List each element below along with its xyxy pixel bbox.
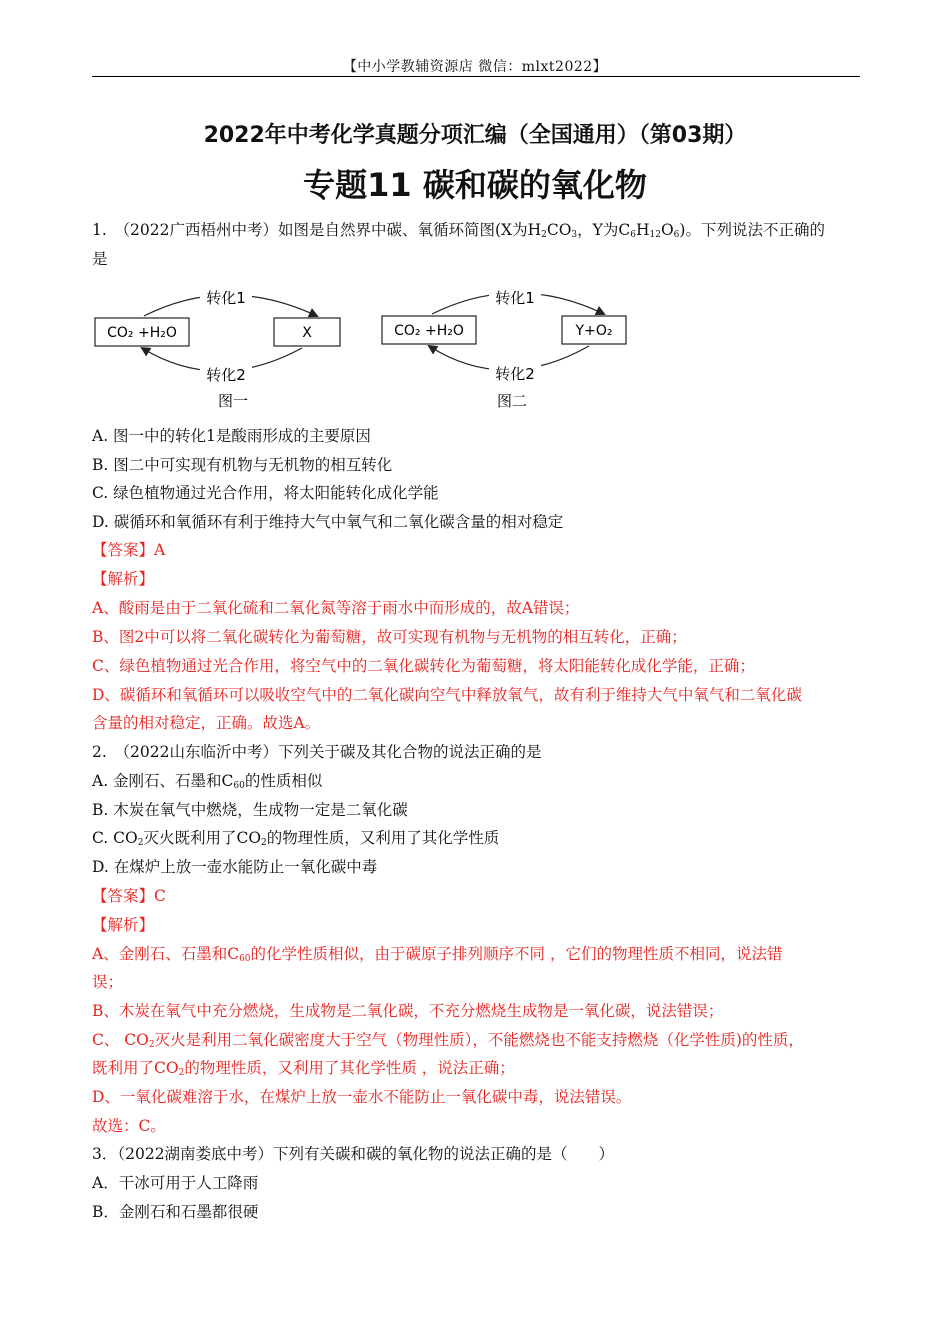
q1-analysis-a: A、酸雨是由于二氧化硫和二氧化氮等溶于雨水中而形成的，故A错误； — [92, 599, 580, 617]
q2-option-d: D. 在煤炉上放一壶水能防止一氧化碳中毒 — [92, 858, 378, 876]
header-divider — [92, 76, 860, 77]
q2-option-a: A. 金刚石、石墨和$C_{60}$的性质相似 — [92, 772, 323, 791]
q1-analysis-b: B、图2中可以将二氧化碳转化为葡萄糖，故可实现有机物与无机物的相互转化，正确； — [92, 628, 687, 646]
q1-analysis-d: D、碳循环和氧循环可以吸收空气中的二氧化碳向空气中释放氧气，故有利于维持大气中氧气和二氧化碳 — [92, 686, 802, 704]
q1-analysis-c: C、绿色植物通过光合作用，将空气中的二氧化碳转化为葡萄糖，将太阳能转化成化学能，正确； — [92, 657, 755, 675]
left-box-one-label: CO₂ +H₂O — [107, 325, 177, 341]
q1-answer: 【答案】A — [92, 541, 166, 559]
q1-stem-line2: 是 — [92, 250, 108, 268]
q2-option-c: C. $CO_2$灭火既利用了$CO_2$的物理性质，又利用了其化学性质 — [92, 829, 500, 848]
q2-analysis-a: A、金刚石、石墨和$C_{60}$的化学性质相似，由于碳原子排列顺序不同 ，它们的物理性质不相同，说法错 — [92, 945, 783, 964]
q1-option-d: D. 碳循环和氧循环有利于维持大气中氧气和二氧化碳含量的相对稳定 — [92, 513, 564, 531]
q2-option-b: B. 木炭在氧气中燃烧，生成物一定是二氧化碳 — [92, 801, 408, 819]
q3-stem: 3．（2022湖南娄底中考）下列有关碳和碳的氧化物的说法正确的是（ ） — [92, 1145, 615, 1163]
caption-two: 图二 — [496, 392, 528, 410]
document-subtitle: 专题11 碳和碳的氧化物 — [303, 166, 647, 204]
q2-stem: 2. （2022山东临沂中考）下列关于碳及其化合物的说法正确的是 — [92, 743, 542, 761]
page-header: 【中小学教辅资源店 微信：mlxt2022】 — [342, 59, 608, 75]
q2-analysis-c-cont: 既利用了$CO_2$的物理性质，又利用了其化学性质 ，说法正确； — [92, 1059, 515, 1078]
q2-analysis-a-cont: 误； — [92, 973, 124, 991]
right-box-one-label: X — [302, 325, 312, 341]
q1-analysis-d-cont: 含量的相对稳定，正确。故选A。 — [92, 714, 321, 732]
q1-analysis-label: 【解析】 — [92, 570, 155, 588]
q2-conclusion: 故选：C。 — [92, 1117, 166, 1135]
top-label-two: 转化1 — [495, 289, 535, 307]
q1-stem: 1. （2022广西梧州中考）如图是自然界中碳、氧循环简图(X为$H_2CO_3$，Y为$C_6H_{12}O_6$)。下列说法不正确的 — [92, 221, 825, 240]
top-label-one: 转化1 — [206, 289, 246, 307]
bottom-label-one: 转化2 — [206, 366, 246, 384]
q2-analysis-b: B、木炭在氧气中充分燃烧，生成物是二氧化碳，不充分燃烧生成物是一氧化碳，说法错误； — [92, 1002, 724, 1020]
q3-option-b: B．金刚石和石墨都很硬 — [92, 1203, 259, 1221]
q1-option-a: A. 图一中的转化1是酸雨形成的主要原因 — [92, 427, 371, 445]
left-box-two-label: CO₂ +H₂O — [394, 323, 464, 339]
q1-option-c: C. 绿色植物通过光合作用，将太阳能转化成化学能 — [92, 484, 439, 502]
q2-answer: 【答案】C — [92, 887, 166, 905]
document-title: 2022年中考化学真题分项汇编（全国通用）（第03期） — [203, 123, 747, 148]
bottom-label-two: 转化2 — [495, 365, 535, 383]
figure-one — [95, 288, 340, 410]
right-box-two-label: Y+O₂ — [575, 323, 613, 339]
q3-option-a: A．干冰可用于人工降雨 — [92, 1174, 259, 1192]
q2-analysis-label: 【解析】 — [92, 916, 155, 934]
caption-one: 图一 — [217, 392, 249, 410]
q2-analysis-d: D、一氧化碳难溶于水，在煤炉上放一壶水不能防止一氧化碳中毒，说法错误。 — [92, 1088, 632, 1106]
carbon-cycle-diagram — [92, 282, 652, 416]
q2-analysis-c: C、 $CO_2$灭火是利用二氧化碳密度大于空气（物理性质），不能燃烧也不能支持燃烧（化学性质)的性质， — [92, 1031, 804, 1050]
q1-option-b: B. 图二中可实现有机物与无机物的相互转化 — [92, 456, 393, 474]
figure-two — [382, 288, 626, 410]
